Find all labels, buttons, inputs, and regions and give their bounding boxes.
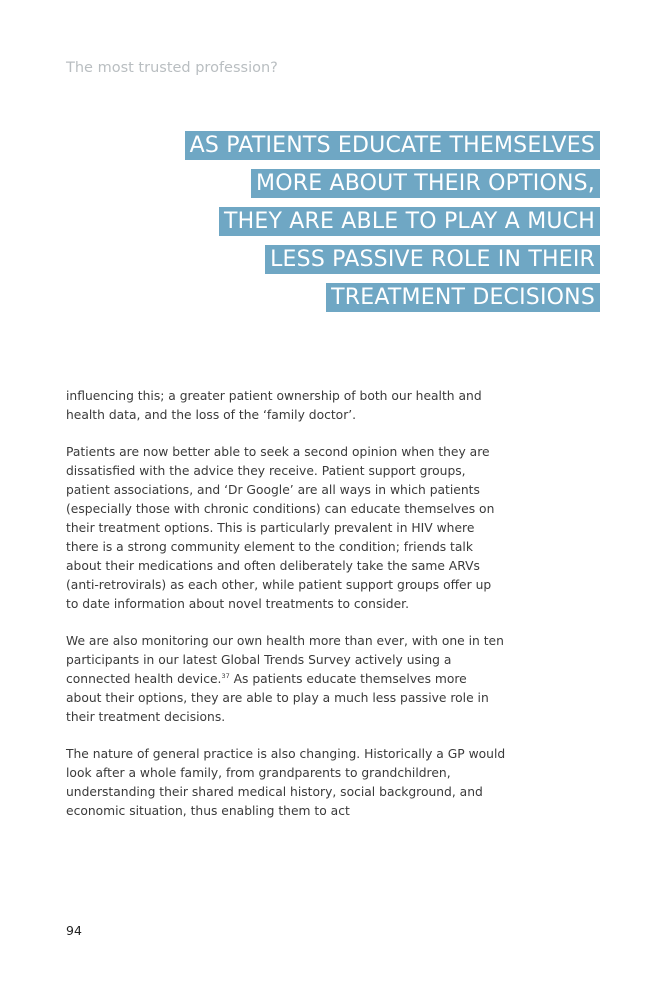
- pull-quote-line: MORE ABOUT THEIR OPTIONS,: [80, 168, 600, 200]
- page-number: 94: [66, 923, 82, 938]
- pull-quote-line: THEY ARE ABLE TO PLAY A MUCH: [80, 206, 600, 238]
- paragraph: The nature of general practice is also changing. Historically a GP would look after a whole family, from grandparents to grandchildren, understanding their shared medical history, social background, and economic situation, thus enabling them to act: [66, 747, 506, 818]
- paragraph: Patients are now better able to seek a second opinion when they are dissatisfied with the advice they receive. Patient support groups, patient associations, and ‘Dr Google’ are all ways in which patients (especially those with chronic conditions) can educate themselves on their treatment options. This is particularly prevalent in HIV where there is a strong community element to the condition; friends talk about their medications and often deliberately take the same ARVs (anti-retrovirals) as each other, while patient support groups offer up to date information about novel treatments to consider.: [66, 445, 495, 611]
- body-text: [66, 387, 506, 840]
- section-title: The most trusted profession?: [66, 60, 278, 76]
- pull-quote-line: LESS PASSIVE ROLE IN THEIR: [80, 244, 600, 276]
- paragraph-text-continued: As patients educate themselves more about their options, they are able to play a much less passive role in their treatment decisions.: [66, 671, 489, 724]
- paragraph: [66, 632, 506, 727]
- pull-quote: [80, 130, 600, 320]
- paragraph-text: We are also monitoring our own health more than ever, with one in ten participants in our latest Global Trends Survey actively using a connected health device.: [66, 634, 504, 686]
- footnote-ref[interactable]: 37: [221, 671, 230, 680]
- pull-quote-line: TREATMENT DECISIONS: [80, 282, 600, 314]
- pull-quote-line: AS PATIENTS EDUCATE THEMSELVES: [80, 130, 600, 162]
- paragraph: influencing this; a greater patient ownership of both our health and health data, and the loss of the ‘family doctor’.: [66, 389, 482, 422]
